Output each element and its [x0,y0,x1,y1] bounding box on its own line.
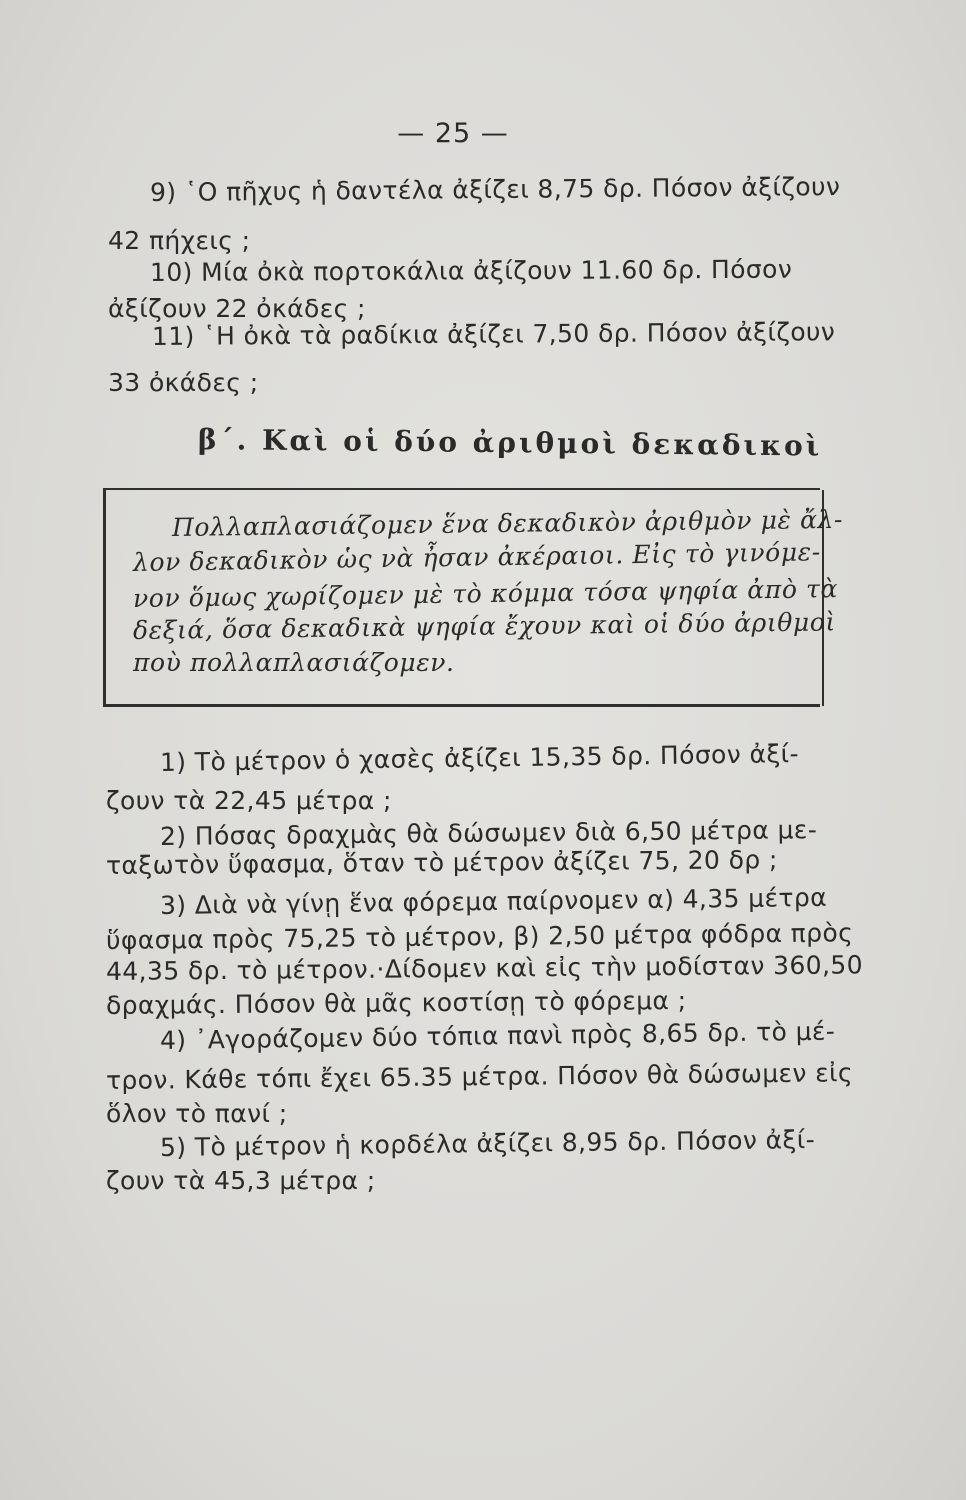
rule-line-5: ποὺ πολλαπλασιάζομεν. [133,648,455,677]
problem-5-line-2: ζουν τὰ 45,3 μέτρα ; [106,1166,376,1195]
problem-3-line-1: 3) Διὰ νὰ γίνῃ ἕνα φόρεμα παίρνομεν α) 4,35 μέτρα [159,882,828,920]
page-number: — 25 — [397,118,509,149]
problem-9-line-2: 42 πήχεις ; [108,226,251,255]
problem-9-line-1: 9) ῾Ο πῆχυς ἡ δαντέλα ἀξίζει 8,75 δρ. Πόσον ἀξίζουν [149,171,841,207]
rule-line-3: νον ὅμως χωρίζομεν μὲ τὸ κόμμα τόσα ψηφία ἀπὸ τὰ [132,574,839,613]
problem-11-line-1: 11) ῾Η ὀκὰ τὰ ραδίκια ἀξίζει 7,50 δρ. Πόσον ἀξίζουν [151,317,836,351]
problem-10-line-2: ἀξίζουν 22 ὀκάδες ; [108,294,366,323]
rule-line-4: δεξιά, ὅσα δεκαδικὰ ψηφία ἔχουν καὶ οἱ δύο ἀριθμοὶ [132,607,836,645]
rule-box-bottom-border [103,704,820,707]
problem-3-line-4: δραχμάς. Πόσον θὰ μᾶς κοστίσῃ τὸ φόρεμα ; [105,985,687,1020]
problem-4-line-2: τρον. Κάθε τόπι ἔχει 65.35 μέτρα. Πόσον θὰ δώσωμεν εἰς [105,1058,854,1095]
problem-1-line-2: ζουν τὰ 22,45 μέτρα ; [106,786,392,815]
problem-10-line-1: 10) Μία ὀκὰ πορτοκάλια ἀξίζουν 11.60 δρ. Πόσον [149,254,793,287]
problem-5-line-1: 5) Τὸ μέτρον ἡ κορδέλα ἀξίζει 8,95 δρ. Πόσον ἀξί- [159,1124,816,1162]
problem-1-line-1: 1) Τὸ μέτρον ὁ χασὲς ἀξίζει 15,35 δρ. Πόσον ἀξί- [159,739,800,777]
problem-2-line-1: 2) Πόσας δραχμὰς θὰ δώσωμεν διὰ 6,50 μέτρα με- [159,815,818,851]
problem-4-line-3: ὅλον τὸ πανί ; [106,1099,288,1128]
problem-3-line-2: ὕφασμα πρὸς 75,25 τὸ μέτρον, β) 2,50 μέτρα φόδρα πρὸς [105,918,854,955]
problem-11-line-2: 33 ὀκάδες ; [108,368,259,397]
rule-line-1: Πολλαπλασιάζομεν ἕνα δεκαδικὸν ἀριθμὸν μὲ ἄλ- [171,504,844,542]
section-heading: β΄. Καὶ οἱ δύο ἀριθμοὶ δεκαδικοὶ [197,423,823,463]
rule-line-2: λον δεκαδικὸν ὡς νὰ ἦσαν ἀκέραιοι. Εἰς τὸ γινόμε- [132,537,821,577]
problem-2-line-2: ταξωτὸν ὕφασμα, ὅταν τὸ μέτρον ἀξίζει 75, 20 δρ ; [105,845,778,880]
problem-4-line-1: 4) ᾿Αγοράζομεν δύο τόπια πανὶ πρὸς 8,65 δρ. τὸ μέ- [159,1016,836,1055]
problem-3-line-3: 44,35 δρ. τὸ μέτρον.·Δίδομεν καὶ εἰς τὴν μοδίσταν 360,50 [105,950,864,986]
